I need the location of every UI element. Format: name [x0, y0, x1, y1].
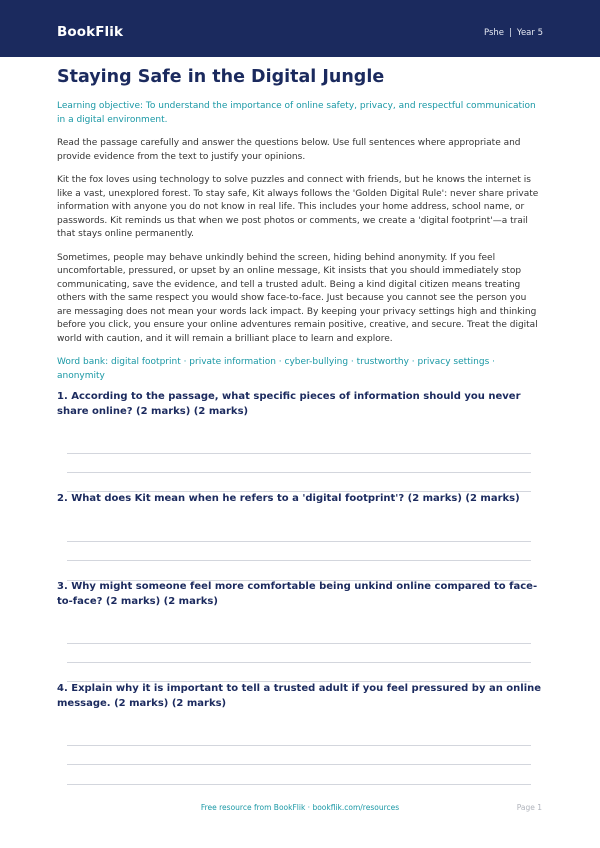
- answer-line[interactable]: [67, 560, 531, 561]
- answer-line[interactable]: [67, 764, 531, 765]
- header-meta: [484, 28, 543, 38]
- page-number: Page 1: [516, 803, 542, 812]
- year-label: Year 5: [516, 28, 543, 38]
- passage-paragraph-2: Sometimes, people may behave unkindly behind the screen, hiding behind anonymity. If you feel uncomfortable, pressured, or upset by an online message, Kit insists that you should immediately stop communicating, save the evidence, and tell a trusted adult. Being a kind digital citizen means treating others with the same respect you would show face-to-face. Just because you cannot see the person you are messaging does not mean your words lack impact. By keeping your privacy settings high and thinking before you click, you ensure your online adventures remain positive, creative, and secure. Treat the digital world with caution, and it will remain a brilliant place to learn and explore.: [57, 252, 538, 344]
- question-4: 4. Explain why it is important to tell a trusted adult if you feel pressured by an online message. (2 marks) (2 marks): [57, 683, 542, 709]
- instructions: Read the passage carefully and answer the questions below. Use full sentences where appropriate and provide evidence from the text to justify your opinions.: [57, 138, 521, 162]
- brand-logo-text[interactable]: BookFlik: [57, 24, 124, 40]
- worksheet-content: [57, 66, 543, 383]
- footer-credit[interactable]: Free resource from BookFlik · bookflik.com/resources: [200, 803, 400, 812]
- passage-paragraph-1: Kit the fox loves using technology to solve puzzles and connect with friends, but he knows the internet is like a vast, unexplored forest. To stay safe, Kit always follows the 'Golden Digital Rule': never share private information with anyone you do not know in real life. This includes your home address, school name, or passwords. Kit reminds us that when we post photos or comments, we create a 'digital footprint'—a trail that stays online permanently.: [57, 175, 539, 239]
- answer-line[interactable]: [67, 453, 531, 454]
- header-separator: |: [509, 28, 512, 38]
- answer-line[interactable]: [67, 541, 531, 542]
- header-bar: [0, 0, 600, 57]
- answer-line[interactable]: [67, 745, 531, 746]
- answer-line[interactable]: [67, 784, 531, 785]
- subject-label: Pshe: [483, 28, 505, 38]
- answer-line[interactable]: [67, 662, 531, 663]
- answer-line[interactable]: [67, 643, 531, 644]
- page-title: Staying Safe in the Digital Jungle: [57, 67, 385, 87]
- question-3: 3. Why might someone feel more comfortable being unkind online compared to face-to-face? (2 marks) (2 marks): [57, 581, 538, 607]
- question-2: 2. What does Kit mean when he refers to a 'digital footprint'? (2 marks) (2 marks): [57, 493, 520, 504]
- answer-line[interactable]: [67, 472, 531, 473]
- word-bank: Word bank: digital footprint · private information · cyber-bullying · trustworthy · privacy settings · anonymity: [57, 357, 496, 381]
- learning-objective: Learning objective: To understand the importance of online safety, privacy, and respectful communication in a digital environment.: [57, 101, 536, 125]
- question-1: 1. According to the passage, what specific pieces of information should you never share online? (2 marks) (2 marks): [57, 391, 521, 417]
